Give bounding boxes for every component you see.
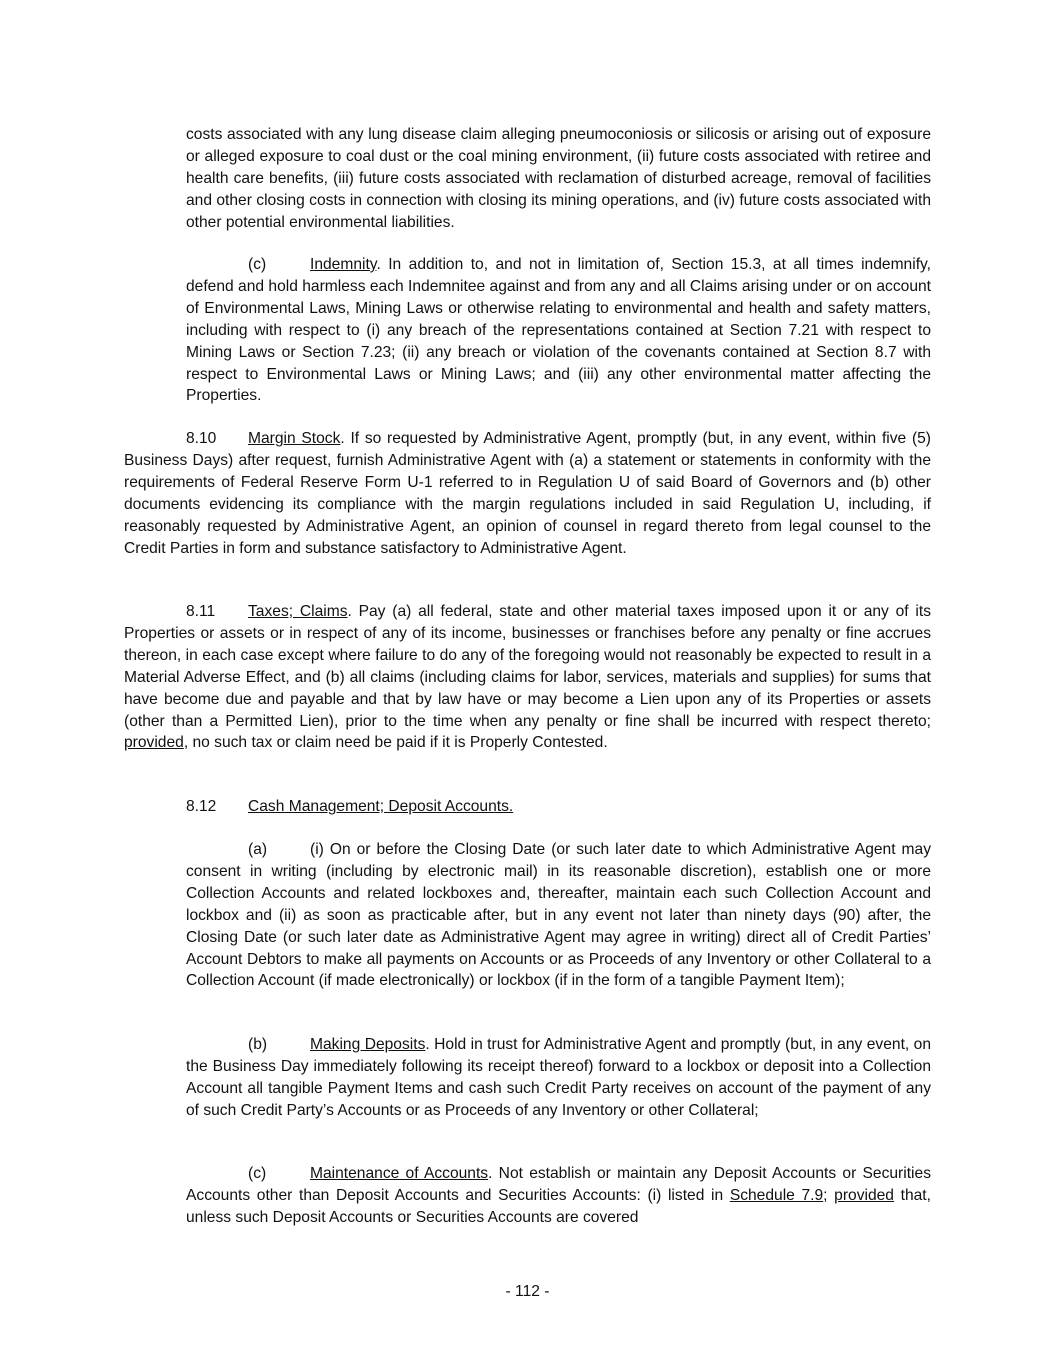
clause-label: (c) [248,256,267,273]
section-number: 8.11 [186,603,216,620]
clause-text-end: that, unless such Deposit Accounts or Securities Accounts are covered [186,1186,931,1226]
clause-heading: Maintenance of Accounts [310,1165,489,1182]
clause-heading: Making Deposits [310,1036,426,1053]
section-heading: Cash Management; Deposit Accounts. [248,798,514,815]
section-text: . If so requested by Administrative Agent, promptly (but, in any event, within five (5) Business Days) after request, furnish Administrative Agent with (a) a statement or statements in conformity with the requirements of Federal Reserve Form U-1 referred to in Regulation U of said Board of Governors and (b) other documents evidencing its compliance with the margin regulations included in said Regulation U, including, if reasonably requested by Administrative Agent, an opinion of counsel in regard thereto from legal counsel to the Credit Parties in form and substance satisfactory to Administrative Agent. [124,430,931,557]
section-text: . Pay (a) all federal, state and other material taxes imposed upon it or any of its Properties or assets or in respect of any of its income, businesses or franchises before any penalty or fine accrues thereon, in each case except where failure to do any of the foregoing would not reasonably be expected to result in a Material Adverse Effect, and (b) all claims (including claims for labor, services, materials and supplies) for sums that have become due and payable and that by law have or may become a Lien upon any of its Properties or assets (other than a Permitted Lien), prior to the time when any penalty or fine shall be incurred with respect thereto; [124,603,931,730]
clause-text: . Hold in trust for Administrative Agent and promptly (but, in any event, on the Business Day immediately following its receipt thereof) forward to a lockbox or deposit into a Collection Account all tangible Payment Items and cash such Credit Party receives on account of the payment of any of such Credit Party’s Accounts or as Proceeds of any Inventory or other Collateral; [186,1036,931,1119]
clause-label: (a) [248,841,268,858]
clause-label: (c) [248,1165,267,1182]
clause-8-12-b [0,1034,1055,1122]
clause-8-12-a [0,839,1055,992]
section-8-12 [0,796,1055,818]
proviso-term: provided [124,734,184,752]
clause-8-12-c [0,1163,1055,1229]
paragraph-indemnity [0,254,1055,407]
section-text-end: , no such tax or claim need be paid if it is Properly Contested. [183,734,608,752]
section-heading: Margin Stock [248,430,341,447]
paragraph-text: costs associated with any lung disease claim alleging pneumoconiosis or silicosis or arising out of exposure or alleged exposure to coal dust or the coal mining environment, (ii) future costs associated with retiree and health care benefits, (iii) future costs associated with reclamation of disturbed acreage, removal of facilities and other closing costs in connection with closing its mining operations, and (iv) future costs associated with other potential environmental liabilities. [186,126,931,231]
paragraph-continuation [0,124,1055,234]
section-heading: Taxes; Claims [248,603,348,620]
clause-text: . In addition to, and not in limitation of, Section 15.3, at all times indemnify, defend and hold harmless each Indemnitee against and from any and all Claims arising under or on account of Environmental Laws, Mining Laws or otherwise relating to environmental and health and safety matters, including with respect to (i) any breach of the representations contained at Section 7.21 with respect to Mining Laws or Section 7.23; (ii) any breach or violation of the covenants contained at Section 8.7 with respect to Environmental Laws or Mining Laws; and (iii) any other environmental matter affecting the Properties. [186,256,931,405]
separator: ; [823,1186,835,1204]
proviso-term: provided [834,1186,894,1204]
clause-text: . Not establish or maintain any Deposit Accounts or Securities Accounts other than Deposit Accounts and Securities Accounts: (i) listed in [186,1165,931,1204]
clause-text: (i) On or before the Closing Date (or such later date to which Administrative Agent may consent in writing (including by electronic mail) in its reasonable discretion), establish one or more Collection Accounts and related lockboxes and, thereafter, maintain each such Collection Account and lockbox and (ii) as soon as practicable after, but in any event not later than ninety days (90) after, the Closing Date (or such later date as Administrative Agent may agree in writing) direct all of Credit Parties’ Account Debtors to make all payments on Accounts or as Proceeds of any Inventory or other Collateral to a Collection Account (if made electronically) or lockbox (if in the form of a tangible Payment Item); [186,841,931,990]
page-number: - 112 - [505,1283,550,1300]
section-8-11 [0,601,1055,754]
section-number: 8.10 [186,430,217,447]
clause-label: (b) [248,1036,268,1053]
section-8-10 [0,428,1055,559]
clause-heading: Indemnity [310,256,377,273]
schedule-reference: Schedule 7.9 [729,1186,824,1204]
section-number: 8.12 [186,798,217,815]
